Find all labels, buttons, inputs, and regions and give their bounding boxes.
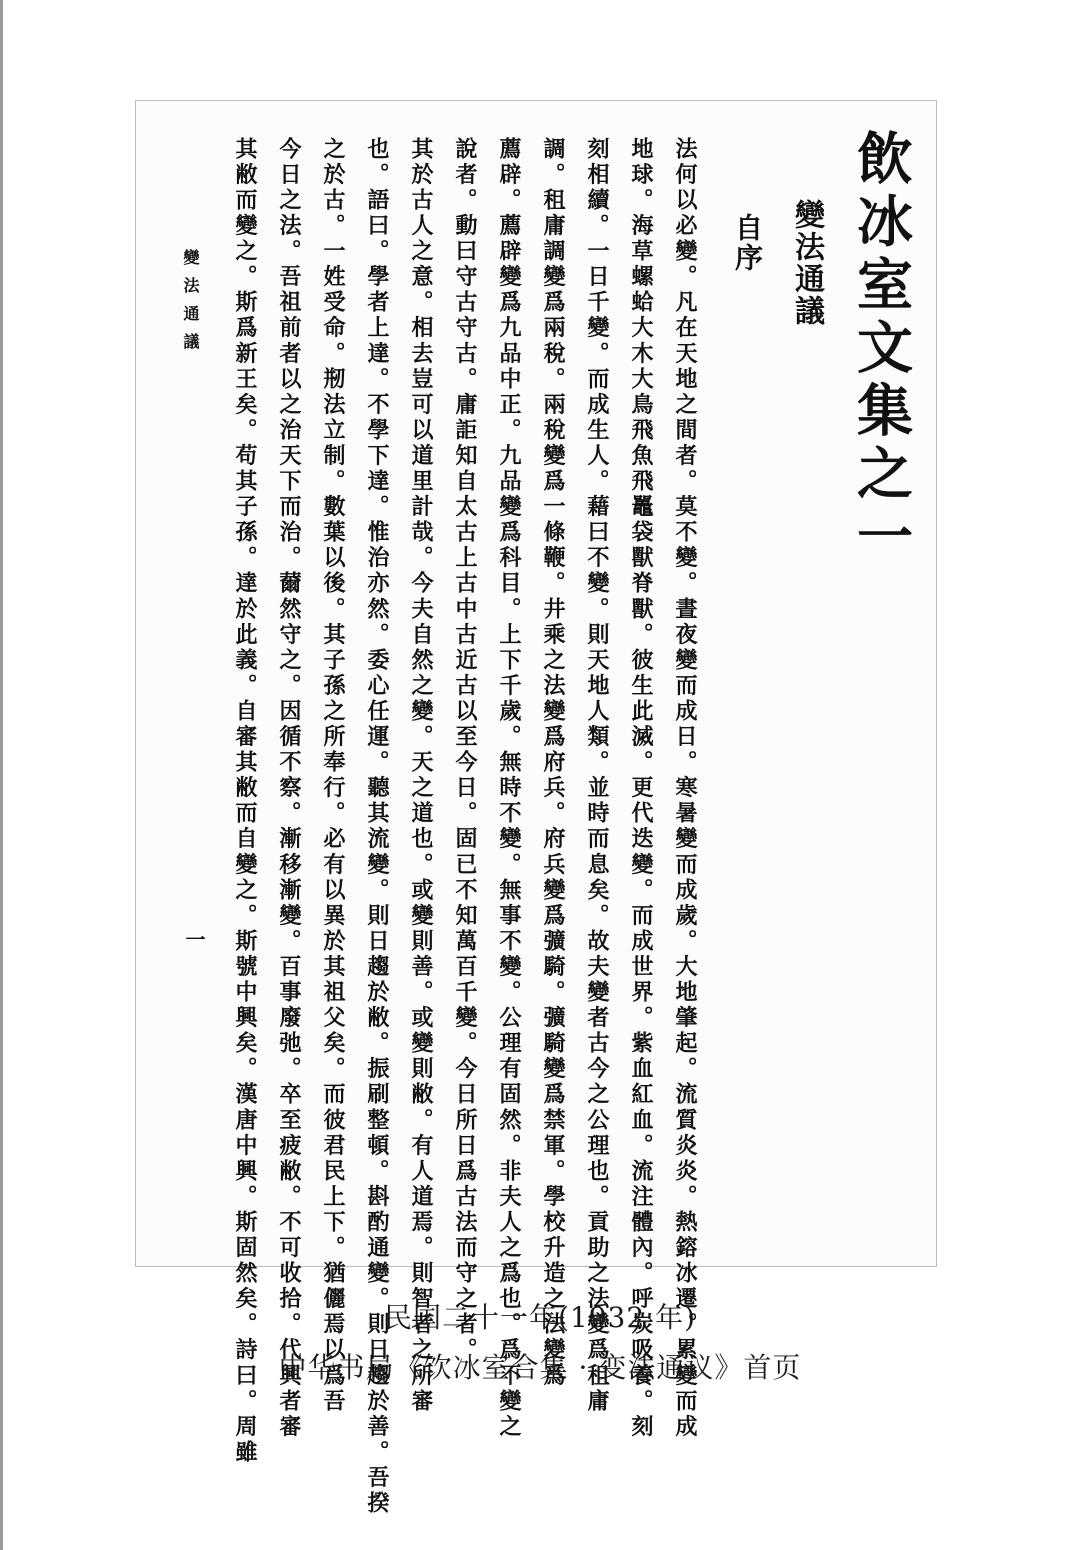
body-text-column: 地球。海草螺蛤大木大鳥飛魚飛鼉袋獸脊獸。彼生此滅。更代迭變。而成世界。紫血紅血。流注體內。呼炭吸養。刻	[628, 137, 654, 1441]
body-text-column: 法何以必變。凡在天地之間者。莫不變。晝夜變而成日。寒暑變而成歲。大地肇起。流質炎炎。熱鎔冰遷。累變而成	[672, 137, 698, 1441]
section-title: 自序	[731, 213, 764, 273]
margin-running-title: 變法通議	[181, 249, 200, 361]
body-text-column: 之於古。一姓受命。剏法立制。數葉以後。其子孫之所奉行。必有以異於其祖父矣。而彼君民上下。猶儷焉以爲吾	[320, 137, 346, 1415]
body-text-column: 刻相續。一日千變。而成生人。藉曰不變。則天地人類。並時而息矣。故夫變者古今之公理也。貢助之法變爲租庸	[584, 137, 610, 1415]
body-text-column: 其於古人之意。相去豈可以道里計哉。今夫自然之變。天之道也。或變則善。或變則敝。有人道焉。則智者之所審	[408, 137, 434, 1415]
book-title: 飲冰室文集之一	[848, 129, 914, 570]
essay-title: 變法通議	[789, 199, 824, 327]
body-text-column: 也。語曰。學者上達。不學下達。惟治亦然。委心任運。聽其流變。則日趨於敝。振刷整頓。斟酌通變。則日趨於善。吾揆	[364, 137, 390, 1517]
page-number: 一	[182, 929, 206, 949]
caption-date: 民国二十一年(1932 年)	[383, 1301, 696, 1334]
body-text-column: 調。租庸調變爲兩稅。兩稅變爲一條鞭。井乘之法變爲府兵。府兵變爲彍騎。彍騎變爲禁軍。學校升造之法變爲	[540, 137, 566, 1389]
caption-source: 中华书局《饮冰室合集 · 变法通议》首页	[278, 1351, 802, 1384]
body-text-column: 說者。動曰守古守古。庸詎知自太古上古中古近古以至今日。固已不知萬百千變。今日所日爲古法而守之者。	[452, 137, 478, 1364]
body-text-column: 今日之法。吾祖前者以之治天下而治。薾然守之。因循不察。漸移漸變。百事廢弛。卒至疲敝。不可收拾。代興者審	[276, 137, 302, 1441]
body-text-column: 其敝而變之。斯爲新王矣。苟其子孫。達於此義。自審其敝而自變之。斯號中興矣。漢唐中興。斯固然矣。詩曰。周雖	[232, 137, 258, 1466]
body-text-column: 薦辟。薦辟變爲九品中正。九品變爲科目。上下千歲。無時不變。無事不變。公理有固然。非夫人之爲也。爲不變之	[496, 137, 522, 1441]
